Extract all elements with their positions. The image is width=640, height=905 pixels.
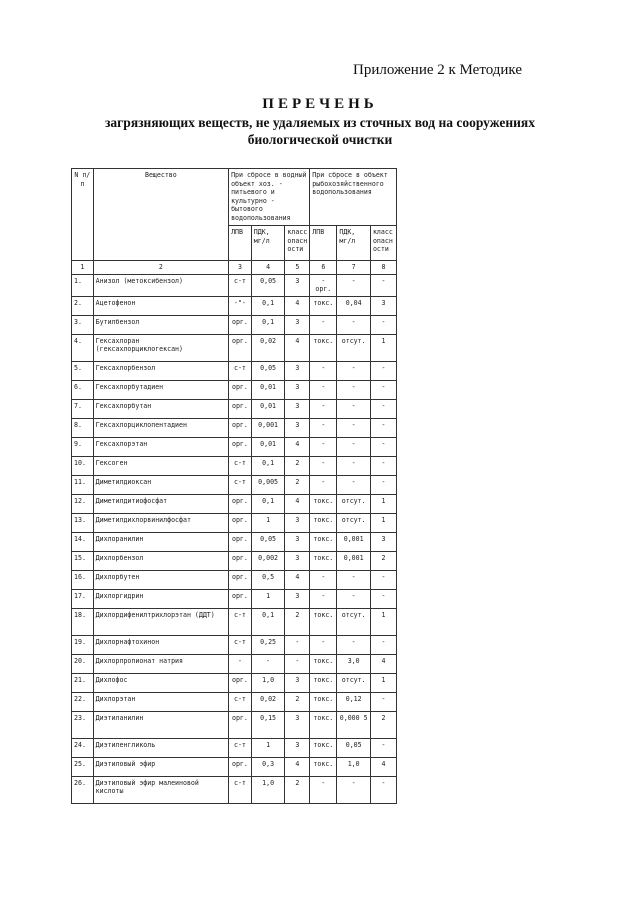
substance-name: Анизол (метоксибензол) (93, 274, 228, 296)
hazard-class-fishery-value: - (370, 635, 396, 654)
substance-name: Диэтиланилин (93, 711, 228, 738)
pdk-value: 1 (251, 589, 285, 608)
table-row (72, 711, 397, 738)
pdk-fishery-value: - (337, 589, 371, 608)
appendix-reference: Приложение 2 к Методике (353, 62, 522, 78)
lpv-fishery-value: - (310, 589, 337, 608)
lpv-value: орг. (229, 418, 252, 437)
lpv-fishery-value: токс. (310, 738, 337, 757)
hazard-class-fishery-value: - (370, 738, 396, 757)
table-row (72, 494, 397, 513)
hazard-class-fishery-value: 2 (370, 711, 396, 738)
hazard-class-fishery-value: - (370, 418, 396, 437)
hazard-class-fishery-value: - (370, 692, 396, 711)
pdk-fishery-value: отсут. (337, 334, 371, 361)
row-number: 25. (72, 757, 94, 776)
table-row (72, 296, 397, 315)
lpv-fishery-value: - (310, 361, 337, 380)
lpv-fishery-value: токс. (310, 513, 337, 532)
row-number: 15. (72, 551, 94, 570)
column-number: 3 (229, 261, 252, 275)
pdk-value: 0,15 (251, 711, 285, 738)
header-substance: Вещество (93, 169, 228, 261)
hazard-class-value: 3 (285, 532, 310, 551)
table-header-row-1 (72, 169, 397, 226)
row-number: 6. (72, 380, 94, 399)
hazard-class-fishery-value: - (370, 589, 396, 608)
pdk-fishery-value: отсут. (337, 513, 371, 532)
hazard-class-value: 3 (285, 399, 310, 418)
hazard-class-value: 2 (285, 608, 310, 635)
lpv-value: с-т (229, 456, 252, 475)
table-row (72, 570, 397, 589)
hazard-class-value: 3 (285, 738, 310, 757)
table-row (72, 399, 397, 418)
hazard-class-value: - (285, 635, 310, 654)
hazard-class-value: 2 (285, 776, 310, 803)
table-row (72, 551, 397, 570)
row-number: 23. (72, 711, 94, 738)
lpv-value: с-т (229, 776, 252, 803)
lpv-fishery-value: токс. (310, 494, 337, 513)
pdk-value: 0,01 (251, 437, 285, 456)
lpv-value: орг. (229, 315, 252, 334)
lpv-fishery-value: - (310, 418, 337, 437)
substance-name: Гексахлорбутан (93, 399, 228, 418)
column-number: 1 (72, 261, 94, 275)
table-row (72, 437, 397, 456)
hazard-class-value: - (285, 654, 310, 673)
pdk-value: 1 (251, 513, 285, 532)
pdk-fishery-value: - (337, 418, 371, 437)
table-row (72, 608, 397, 635)
hazard-class-fishery-value: 1 (370, 673, 396, 692)
hazard-class-fishery-value: - (370, 361, 396, 380)
lpv-fishery-value: токс. (310, 608, 337, 635)
row-number: 7. (72, 399, 94, 418)
lpv-fishery-value: - (310, 437, 337, 456)
lpv-value: орг. (229, 380, 252, 399)
document-subtitle (0, 114, 640, 148)
header-lpv: ЛПВ (229, 226, 252, 261)
row-number: 9. (72, 437, 94, 456)
pdk-value: 0,3 (251, 757, 285, 776)
pdk-value: 0,01 (251, 380, 285, 399)
hazard-class-fishery-value: 3 (370, 296, 396, 315)
row-number: 19. (72, 635, 94, 654)
pdk-value: 0,5 (251, 570, 285, 589)
substances-table (71, 168, 397, 804)
table-row (72, 635, 397, 654)
lpv-value: орг. (229, 711, 252, 738)
pdk-fishery-value: - (337, 635, 371, 654)
header-hazard-class: класс опасности (285, 226, 310, 261)
hazard-class-value: 4 (285, 494, 310, 513)
hazard-class-value: 3 (285, 551, 310, 570)
pdk-value: 0,1 (251, 608, 285, 635)
header-fishery-group: При сбросе в объект рыбохозяйственного водопользования (310, 169, 397, 226)
pdk-fishery-value: 0,05 (337, 738, 371, 757)
row-number: 13. (72, 513, 94, 532)
hazard-class-value: 3 (285, 673, 310, 692)
hazard-class-value: 3 (285, 380, 310, 399)
lpv-fishery-value: - (310, 380, 337, 399)
table-row (72, 589, 397, 608)
substance-name: Диэтиловый эфир малеиновой кислоты (93, 776, 228, 803)
hazard-class-fishery-value: 1 (370, 334, 396, 361)
hazard-class-fishery-value: - (370, 315, 396, 334)
lpv-fishery-value: - (310, 570, 337, 589)
lpv-value: орг. (229, 673, 252, 692)
lpv-value: орг. (229, 532, 252, 551)
hazard-class-value: 3 (285, 711, 310, 738)
lpv-fishery-value: токс. (310, 757, 337, 776)
pdk-fishery-value: - (337, 380, 371, 399)
substance-name: Гексоген (93, 456, 228, 475)
hazard-class-fishery-value: - (370, 776, 396, 803)
lpv-value: орг. (229, 757, 252, 776)
pdk-fishery-value: - (337, 776, 371, 803)
header-hazard-class-fishery: класс опасности (370, 226, 396, 261)
substance-name: Диэтиленгликоль (93, 738, 228, 757)
hazard-class-fishery-value: - (370, 380, 396, 399)
hazard-class-value: 4 (285, 437, 310, 456)
hazard-class-value: 3 (285, 418, 310, 437)
row-number: 21. (72, 673, 94, 692)
substance-name: Дихлордифенилтрихлорэтан (ДДТ) (93, 608, 228, 635)
lpv-fishery-value: - орг. (310, 274, 337, 296)
pdk-fishery-value: 0,12 (337, 692, 371, 711)
table-row (72, 532, 397, 551)
lpv-fishery-value: токс. (310, 532, 337, 551)
pdk-fishery-value: - (337, 475, 371, 494)
hazard-class-fishery-value: - (370, 475, 396, 494)
pdk-fishery-value: 0,000 5 (337, 711, 371, 738)
lpv-value: -"- (229, 296, 252, 315)
hazard-class-value: 2 (285, 456, 310, 475)
table-row (72, 380, 397, 399)
column-number: 4 (251, 261, 285, 275)
row-number: 2. (72, 296, 94, 315)
pdk-value: 0,002 (251, 551, 285, 570)
pdk-value: 1 (251, 738, 285, 757)
substance-name: Гексахлорбутадиен (93, 380, 228, 399)
lpv-value: с-т (229, 274, 252, 296)
hazard-class-value: 4 (285, 296, 310, 315)
lpv-value: орг. (229, 570, 252, 589)
hazard-class-fishery-value: - (370, 399, 396, 418)
table-row (72, 673, 397, 692)
pdk-value: - (251, 654, 285, 673)
lpv-fishery-value: - (310, 456, 337, 475)
substance-name: Дихлорбензол (93, 551, 228, 570)
row-number: 22. (72, 692, 94, 711)
lpv-value: - (229, 654, 252, 673)
pdk-value: 0,02 (251, 692, 285, 711)
hazard-class-fishery-value: - (370, 570, 396, 589)
lpv-value: орг. (229, 437, 252, 456)
pdk-value: 0,01 (251, 399, 285, 418)
table-row (72, 456, 397, 475)
row-number: 4. (72, 334, 94, 361)
pdk-value: 0,001 (251, 418, 285, 437)
substance-name: Дихлорпропионат натрия (93, 654, 228, 673)
substance-name: Гексахлорциклопентадиен (93, 418, 228, 437)
table-row (72, 513, 397, 532)
pdk-fishery-value: - (337, 437, 371, 456)
hazard-class-fishery-value: 3 (370, 532, 396, 551)
pdk-fishery-value: - (337, 361, 371, 380)
pdk-value: 0,1 (251, 315, 285, 334)
hazard-class-value: 4 (285, 570, 310, 589)
document-title: ПЕРЕЧЕНЬ (262, 96, 378, 112)
pdk-fishery-value: 1,0 (337, 757, 371, 776)
pdk-fishery-value: - (337, 399, 371, 418)
column-number: 2 (93, 261, 228, 275)
column-number: 8 (370, 261, 396, 275)
substance-name: Дихлофос (93, 673, 228, 692)
row-number: 24. (72, 738, 94, 757)
pdk-value: 0,02 (251, 334, 285, 361)
row-number: 1. (72, 274, 94, 296)
hazard-class-fishery-value: 1 (370, 494, 396, 513)
hazard-class-fishery-value: - (370, 437, 396, 456)
lpv-fishery-value: - (310, 635, 337, 654)
row-number: 20. (72, 654, 94, 673)
pdk-value: 0,05 (251, 274, 285, 296)
row-number: 26. (72, 776, 94, 803)
lpv-fishery-value: - (310, 399, 337, 418)
lpv-fishery-value: - (310, 475, 337, 494)
lpv-fishery-value: токс. (310, 654, 337, 673)
pdk-fishery-value: 3,0 (337, 654, 371, 673)
row-number: 14. (72, 532, 94, 551)
row-number: 10. (72, 456, 94, 475)
row-number: 17. (72, 589, 94, 608)
pdk-fishery-value: 0,04 (337, 296, 371, 315)
lpv-fishery-value: токс. (310, 673, 337, 692)
lpv-fishery-value: - (310, 776, 337, 803)
hazard-class-fishery-value: - (370, 456, 396, 475)
table-row (72, 315, 397, 334)
substance-name: Диметилдиоксан (93, 475, 228, 494)
pdk-fishery-value: - (337, 315, 371, 334)
lpv-fishery-value: токс. (310, 296, 337, 315)
lpv-value: орг. (229, 494, 252, 513)
pdk-fishery-value: отсут. (337, 608, 371, 635)
lpv-fishery-value: токс. (310, 711, 337, 738)
table-row (72, 334, 397, 361)
column-number: 5 (285, 261, 310, 275)
substance-name: Дихлорэтан (93, 692, 228, 711)
substance-name: Диэтиловый эфир (93, 757, 228, 776)
header-household-group: При сбросе в водный объект хоз. - питьевого и культурно - бытового водопользования (229, 169, 310, 226)
substance-name: Диметилдихлорвинилфосфат (93, 513, 228, 532)
pdk-value: 0,1 (251, 494, 285, 513)
table-row (72, 475, 397, 494)
column-number: 7 (337, 261, 371, 275)
table-row (72, 692, 397, 711)
substance-name: Гексахлорбензол (93, 361, 228, 380)
substance-name: Ацетофенон (93, 296, 228, 315)
table-row (72, 274, 397, 296)
pdk-value: 1,0 (251, 673, 285, 692)
column-numbers-row (72, 261, 397, 275)
hazard-class-value: 4 (285, 757, 310, 776)
row-number: 12. (72, 494, 94, 513)
header-lpv-fishery: ЛПВ (310, 226, 337, 261)
table-row (72, 654, 397, 673)
hazard-class-value: 4 (285, 334, 310, 361)
hazard-class-value: 3 (285, 315, 310, 334)
row-number: 11. (72, 475, 94, 494)
lpv-fishery-value: токс. (310, 334, 337, 361)
pdk-fishery-value: - (337, 456, 371, 475)
lpv-value: с-т (229, 635, 252, 654)
header-number: N п/п (72, 169, 94, 261)
pdk-fishery-value: 0,001 (337, 551, 371, 570)
lpv-value: орг. (229, 551, 252, 570)
pdk-value: 0,05 (251, 532, 285, 551)
substance-name: Диметилдитиофосфат (93, 494, 228, 513)
pdk-value: 0,05 (251, 361, 285, 380)
row-number: 16. (72, 570, 94, 589)
lpv-value: орг. (229, 589, 252, 608)
lpv-value: с-т (229, 475, 252, 494)
pdk-value: 0,1 (251, 456, 285, 475)
hazard-class-fishery-value: 1 (370, 608, 396, 635)
pdk-value: 1,0 (251, 776, 285, 803)
header-pdk: ПДК, мг/л (251, 226, 285, 261)
pdk-fishery-value: отсут. (337, 494, 371, 513)
hazard-class-value: 3 (285, 274, 310, 296)
pdk-fishery-value: - (337, 274, 371, 296)
lpv-value: с-т (229, 361, 252, 380)
subtitle-line-1: загрязняющих веществ, не удаляемых из сточных вод на сооружениях (105, 115, 535, 130)
row-number: 5. (72, 361, 94, 380)
hazard-class-value: 2 (285, 475, 310, 494)
pdk-value: 0,1 (251, 296, 285, 315)
lpv-value: орг. (229, 399, 252, 418)
table-row (72, 361, 397, 380)
substance-name: Гексахлорэтан (93, 437, 228, 456)
substance-name: Гексахлоран (гексахлорциклогексан) (93, 334, 228, 361)
hazard-class-fishery-value: 1 (370, 513, 396, 532)
hazard-class-value: 2 (285, 692, 310, 711)
column-number: 6 (310, 261, 337, 275)
table-row (72, 418, 397, 437)
substance-name: Дихлорнафтохинон (93, 635, 228, 654)
lpv-value: с-т (229, 608, 252, 635)
pdk-fishery-value: - (337, 570, 371, 589)
hazard-class-value: 3 (285, 513, 310, 532)
substance-name: Дихлоранилин (93, 532, 228, 551)
lpv-value: орг. (229, 513, 252, 532)
pdk-fishery-value: отсут. (337, 673, 371, 692)
pdk-fishery-value: 0,001 (337, 532, 371, 551)
pdk-value: 0,25 (251, 635, 285, 654)
row-number: 3. (72, 315, 94, 334)
substance-name: Бутилбензол (93, 315, 228, 334)
lpv-value: с-т (229, 692, 252, 711)
lpv-fishery-value: токс. (310, 551, 337, 570)
table-row (72, 757, 397, 776)
row-number: 8. (72, 418, 94, 437)
hazard-class-value: 3 (285, 361, 310, 380)
hazard-class-value: 3 (285, 589, 310, 608)
hazard-class-fishery-value: 4 (370, 654, 396, 673)
hazard-class-fishery-value: 4 (370, 757, 396, 776)
lpv-value: с-т (229, 738, 252, 757)
lpv-fishery-value: - (310, 315, 337, 334)
row-number: 18. (72, 608, 94, 635)
table-row (72, 738, 397, 757)
hazard-class-fishery-value: - (370, 274, 396, 296)
substance-name: Дихлоргидрин (93, 589, 228, 608)
lpv-fishery-value: токс. (310, 692, 337, 711)
hazard-class-fishery-value: 2 (370, 551, 396, 570)
lpv-value: орг. (229, 334, 252, 361)
table-row (72, 776, 397, 803)
pdk-value: 0,005 (251, 475, 285, 494)
header-pdk-fishery: ПДК, мг/л (337, 226, 371, 261)
substance-name: Дихлорбутен (93, 570, 228, 589)
subtitle-line-2: биологической очистки (247, 132, 393, 147)
